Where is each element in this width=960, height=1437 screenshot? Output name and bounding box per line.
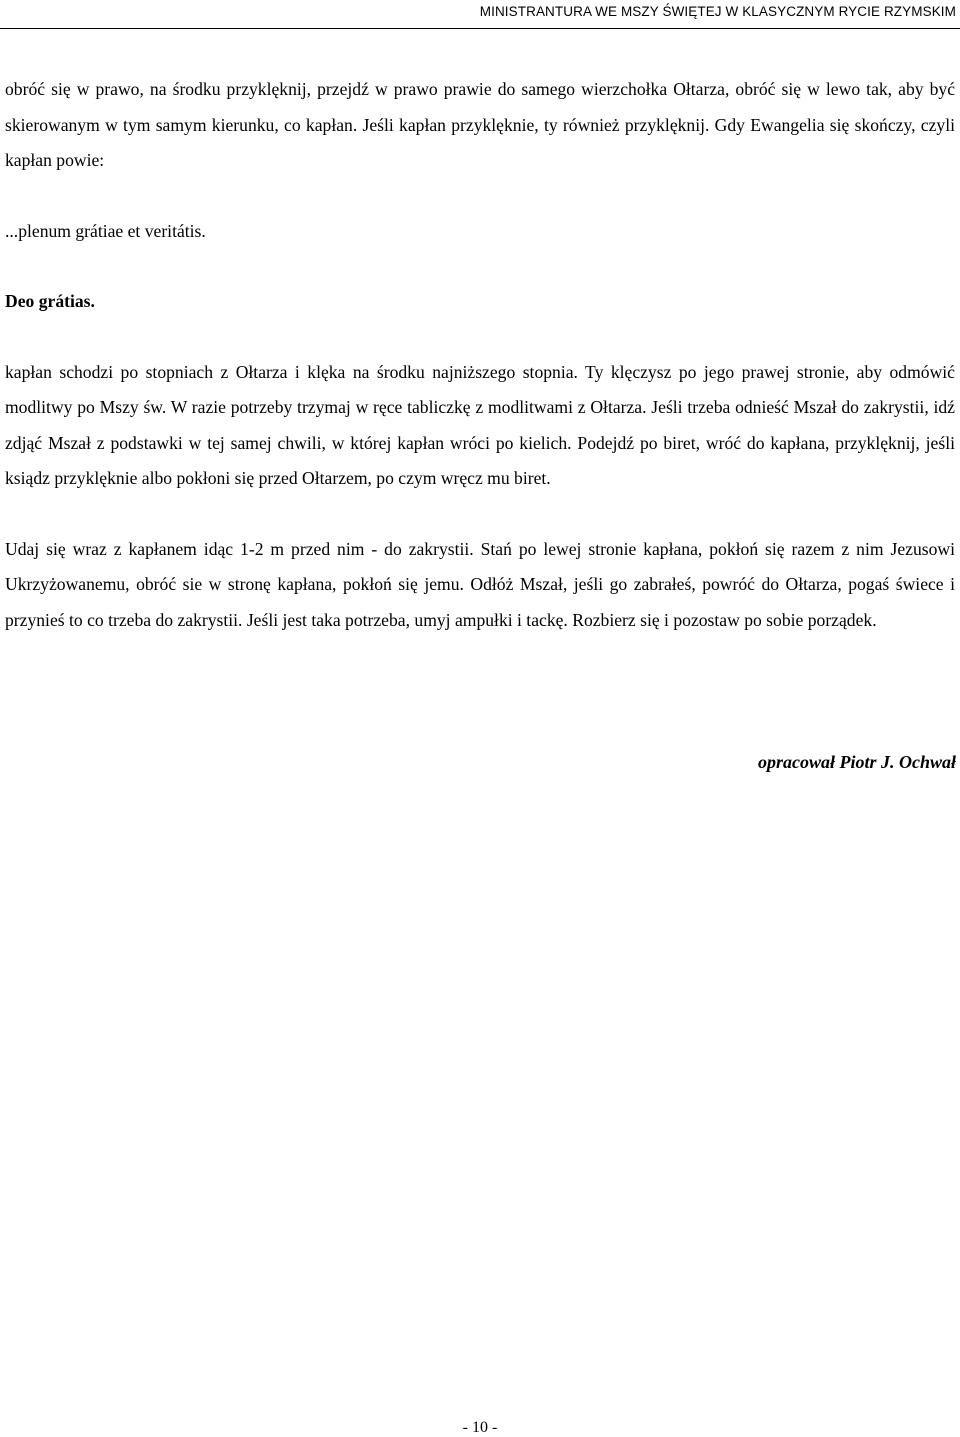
page-body <box>5 72 955 638</box>
paragraph-kneeling-instructions: obróć się w prawo, na środku przyklęknij, przejdź w prawo prawie do samego wierzchołka Ołtarza, obróć się w lewo tak, aby być skierowanym w tym samym kierunku, co kapłan. Jeśli kapłan przyklęknie, ty również przyklęknij. Gdy Ewangelia się skończy, czyli kapłan powie: <box>5 79 955 170</box>
header-divider <box>0 28 960 29</box>
latin-gospel-ending: ...plenum grátiae et veritátis. <box>5 220 206 241</box>
paragraph-after-mass-prayers: kapłan schodzi po stopniach z Ołtarza i klęka na środku najniższego stopnia. Ty klęczysz po jego prawej stronie, aby odmówić modlitwy po Mszy św. W razie potrzeby trzymaj w ręce tabliczkę z modlitwami z Ołtarza. Jeśli trzeba odnieść Mszał do zakrystii, idź zdjąć Mszał z podstawki w tej samej chwili, w której kapłan wróci po kielich. Podejdź po biret, wróć do kapłana, przyklęknij, jeśli ksiądz przyklęknie albo pokłoni się przed Ołtarzem, po czym wręcz mu biret. <box>5 361 955 488</box>
author-signature: opracował Piotr J. Ochwał <box>757 752 956 772</box>
response-deo-gratias: Deo grátias. <box>5 291 95 311</box>
page-number: - 10 - <box>462 1419 498 1436</box>
paragraph-return-to-sacristy: Udaj się wraz z kapłanem idąc 1-2 m przed nim - do zakrystii. Stań po lewej stronie kapłana, pokłoń się razem z nim Jezusowi Ukrzyżowanemu, obróć sie w stronę kapłana, pokłoń się jemu. Odłóż Mszał, jeśli go zabrałeś, powróć do Ołtarza, pogaś świece i przynieś to co trzeba do zakrystii. Jeśli jest taka potrzeba, umyj ampułki i tackę. Rozbierz się i pozostaw po sobie porządek. <box>5 538 955 630</box>
running-header: MINISTRANTURA WE MSZY ŚWIĘTEJ W KLASYCZNYM RYCIE RZYMSKIM <box>479 4 956 19</box>
